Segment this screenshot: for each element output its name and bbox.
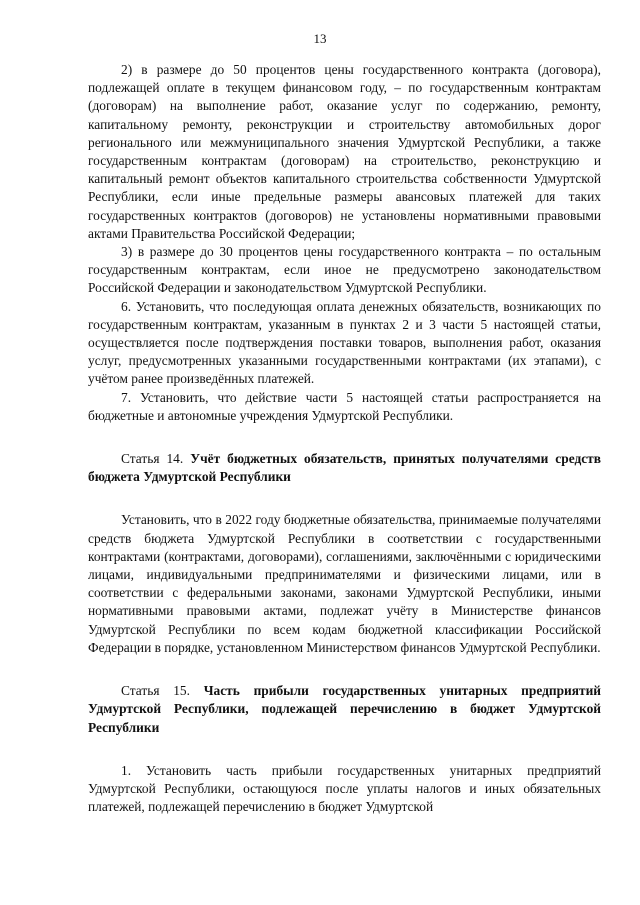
article-14-label: Статья 14.	[121, 451, 184, 467]
article-15-body: 1. Установить часть прибыли государственных унитарных предприятий Удмуртской Республики, остающуюся после уплаты налогов и иных обязательных платежей, подлежащей перечислению в бюджет Удмуртской	[88, 762, 601, 815]
page-number: 13	[313, 31, 327, 46]
document-content	[88, 61, 601, 816]
paragraph-part-7: 7. Установить, что действие части 5 настоящей статьи распространяется на бюджетные и автономные учреждения Удмуртской Республики.	[88, 389, 601, 423]
paragraph-item-3: 3) в размере до 30 процентов цены государственного контракта – по остальным государственным контрактам, если иное не предусмотрено законодательством Российской Федерации и законодательством Удмуртской Республики.	[88, 244, 601, 296]
article-14-body: Установить, что в 2022 году бюджетные обязательства, принимаемые получателями средств бюджета Удмуртской Республики в соответствии с государственными контрактами (контрактами, договорами), соглашениями, заключёнными с юридическими лицами, индивидуальными предпринимателями и физическими лицами, или в соответствии с федеральными законами, законами Удмуртской Республики, иными нормативными правовыми актами, подлежат учёту в Министерстве финансов Удмуртской Республики по всем кодам бюджетной классификации Российской Федерации в порядке, установленном Министерством финансов Удмуртской Республики.	[88, 512, 601, 655]
article-15-title: Часть прибыли государственных унитарных предприятий Удмуртской Республики, подлежащей перечислению в бюджет Удмуртской Республики	[88, 683, 602, 735]
article-15-label: Статья 15.	[121, 683, 190, 699]
paragraph-part-6: 6. Установить, что последующая оплата денежных обязательств, возникающих по государственным контрактам, указанным в пунктах 2 и 3 части 5 настоящей статьи, осуществляется после подтверждения поставки товаров, выполнения работ, оказания услуг, предусмотренных указанными государственными контрактами (их этапами), с учётом ранее произведённых платежей.	[88, 298, 601, 387]
paragraph-item-2: 2) в размере до 50 процентов цены государственного контракта (договора), подлежащей оплате в текущем финансовом году, – по государственным контрактам (договорам) на выполнение работ, оказание услуг по содержанию, ремонту, капитальному ремонту, реконструкции и строительству автомобильных дорог регионального или межмуниципального значения Удмуртской Республики, а также государственным контрактам (договорам) на строительство, реконструкцию и капитальный ремонт объектов капитального строительства собственности Удмуртской Республики, если иные предельные размеры авансовых платежей для таких государственных контрактов (договоров) не установлены нормативными правовыми актами Правительства Российской Федерации;	[88, 62, 601, 241]
article-14-heading	[88, 450, 601, 486]
article-15-heading	[88, 682, 601, 737]
article-14-title: Учёт бюджетных обязательств, принятых получателями средств бюджета Удмуртской Республики	[88, 451, 601, 485]
